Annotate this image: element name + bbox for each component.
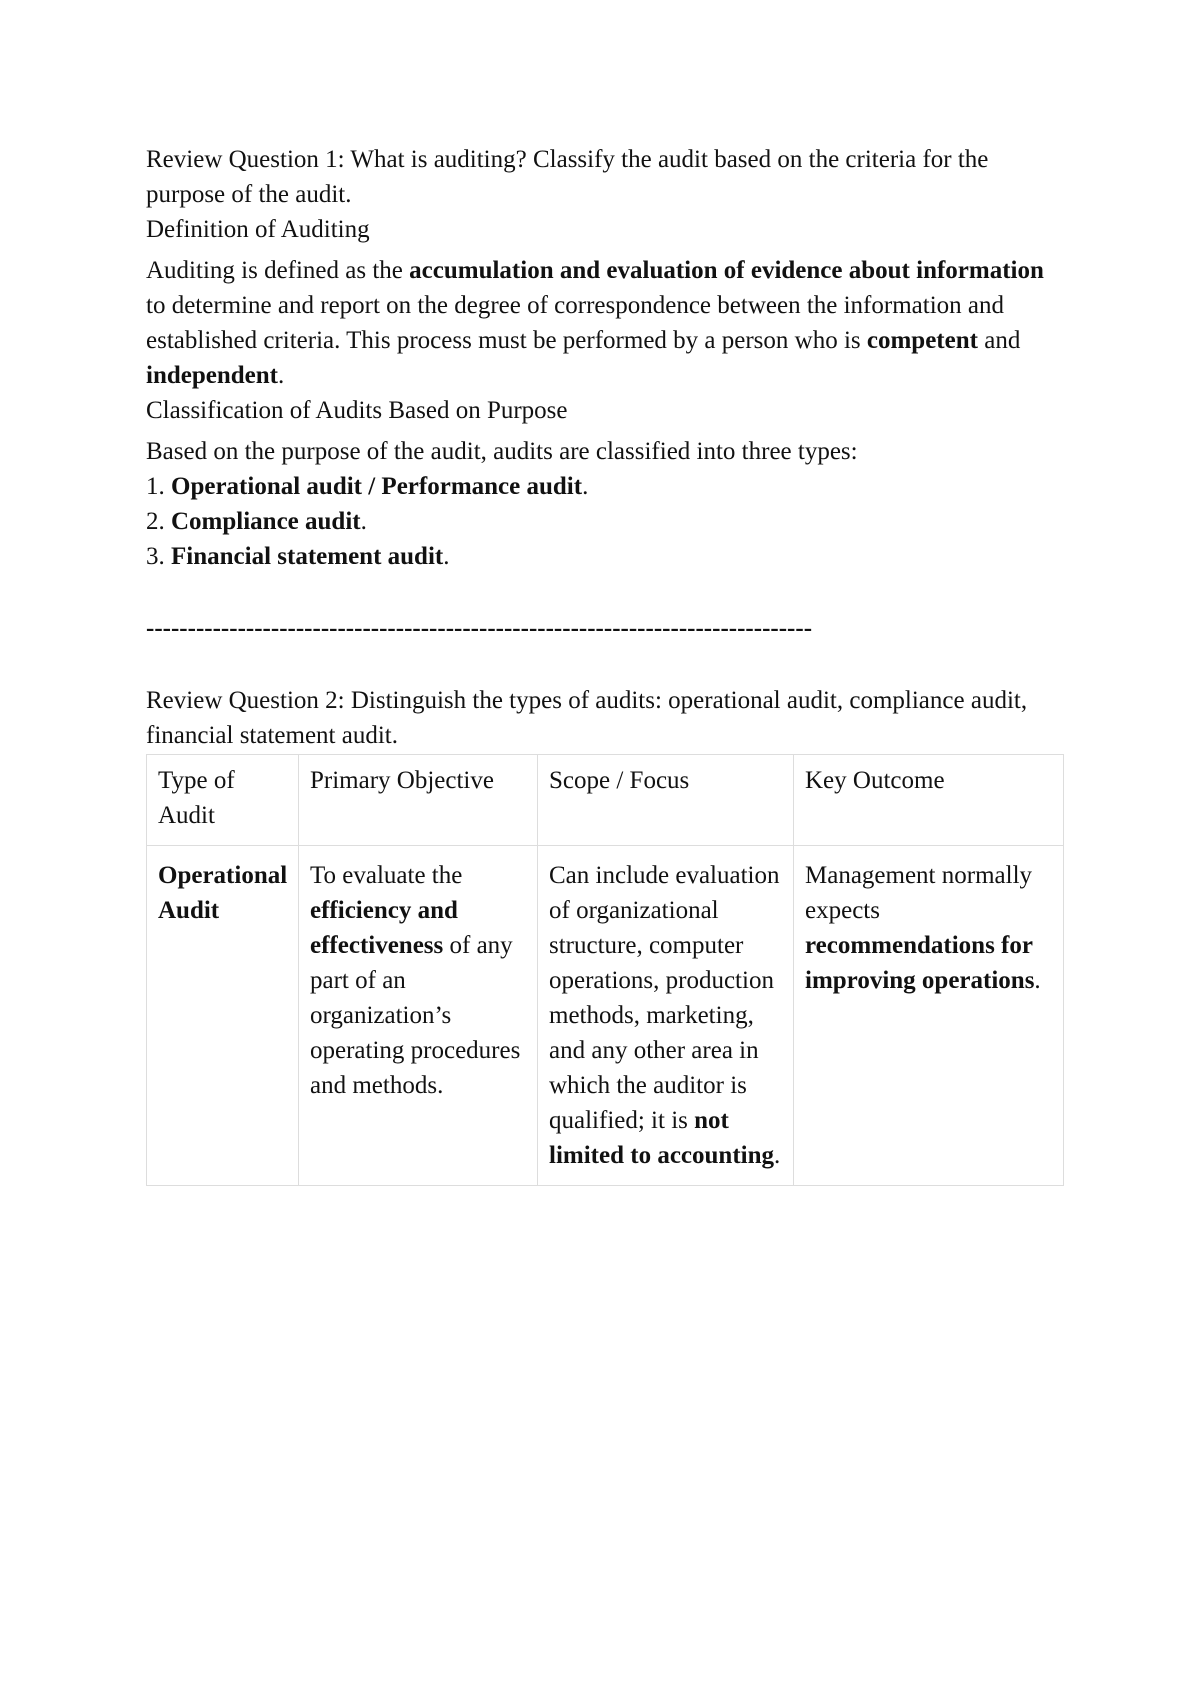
list-item-label: Financial statement audit (171, 543, 444, 570)
list-item-end: . (582, 473, 589, 500)
table-header-row (147, 755, 1064, 846)
definition-heading: Definition of Auditing (146, 216, 370, 243)
list-item-number: 3. (146, 543, 171, 570)
cell-outcome (794, 846, 1064, 1186)
list-item (146, 539, 1064, 574)
definition-text-1: Auditing is defined as the (146, 257, 410, 284)
cell-objective (299, 846, 538, 1186)
audit-types-table (146, 754, 1064, 1186)
list-item-label: Operational audit / Performance audit (171, 473, 583, 500)
outcome-text-1: Management normally expects (805, 862, 1033, 924)
cell-type-text: Operational Audit (158, 862, 288, 924)
objective-text-1: To evaluate the (310, 862, 463, 889)
definition-bold-3: independent (146, 362, 278, 389)
definition-text-4: . (277, 362, 285, 389)
scope-bold: not limited to accounting (549, 1107, 774, 1169)
list-item (146, 504, 1064, 539)
header-key-outcome: Key Outcome (794, 755, 1064, 846)
header-scope-focus: Scope / Focus (538, 755, 794, 846)
cell-scope (538, 846, 794, 1186)
list-item-number: 1. (146, 473, 171, 500)
header-type-of-audit: Type of Audit (147, 755, 299, 846)
question-2-title: Review Question 2: Distinguish the types of audits: operational audit, compliance audit, financial statement audit. (146, 687, 1028, 749)
scope-text-2: . (774, 1142, 781, 1169)
table-row (147, 846, 1064, 1186)
document-page (146, 142, 1064, 1186)
definition-text-3: and (977, 327, 1021, 354)
classification-intro: Based on the purpose of the audit, audits are classified into three types: (146, 438, 858, 465)
classification-heading: Classification of Audits Based on Purpose (146, 397, 568, 424)
list-item (146, 469, 1064, 504)
outcome-bold: recommendations for improving operations (805, 932, 1035, 994)
header-primary-objective: Primary Objective (299, 755, 538, 846)
list-item-label: Compliance audit (171, 508, 361, 535)
list-item-end: . (443, 543, 450, 570)
definition-paragraph (146, 253, 1064, 393)
cell-type (147, 846, 299, 1186)
objective-bold: efficiency and effectiveness (310, 897, 458, 959)
outcome-text-2: . (1034, 967, 1041, 994)
definition-bold-2: competent (866, 327, 978, 354)
list-item-number: 2. (146, 508, 171, 535)
list-item-end: . (360, 508, 367, 535)
scope-text-1: Can include evaluation of organizational structure, computer operations, production methods, marketing, and any other area in which the auditor is qualified; it is (549, 862, 780, 1134)
question-1-title: Review Question 1: What is auditing? Classify the audit based on the criteria for the purpose of the audit. (146, 146, 989, 208)
divider-line: -------------------------------------------------------------------------------- (146, 615, 813, 642)
definition-text-2: to determine and report on the degree of correspondence between the information and established criteria. This process must be performed by a person who is (146, 292, 1004, 354)
objective-text-2: of any part of an organization’s operating procedures and methods. (310, 932, 521, 1099)
definition-bold-1: accumulation and evaluation of evidence about information (409, 257, 1044, 284)
